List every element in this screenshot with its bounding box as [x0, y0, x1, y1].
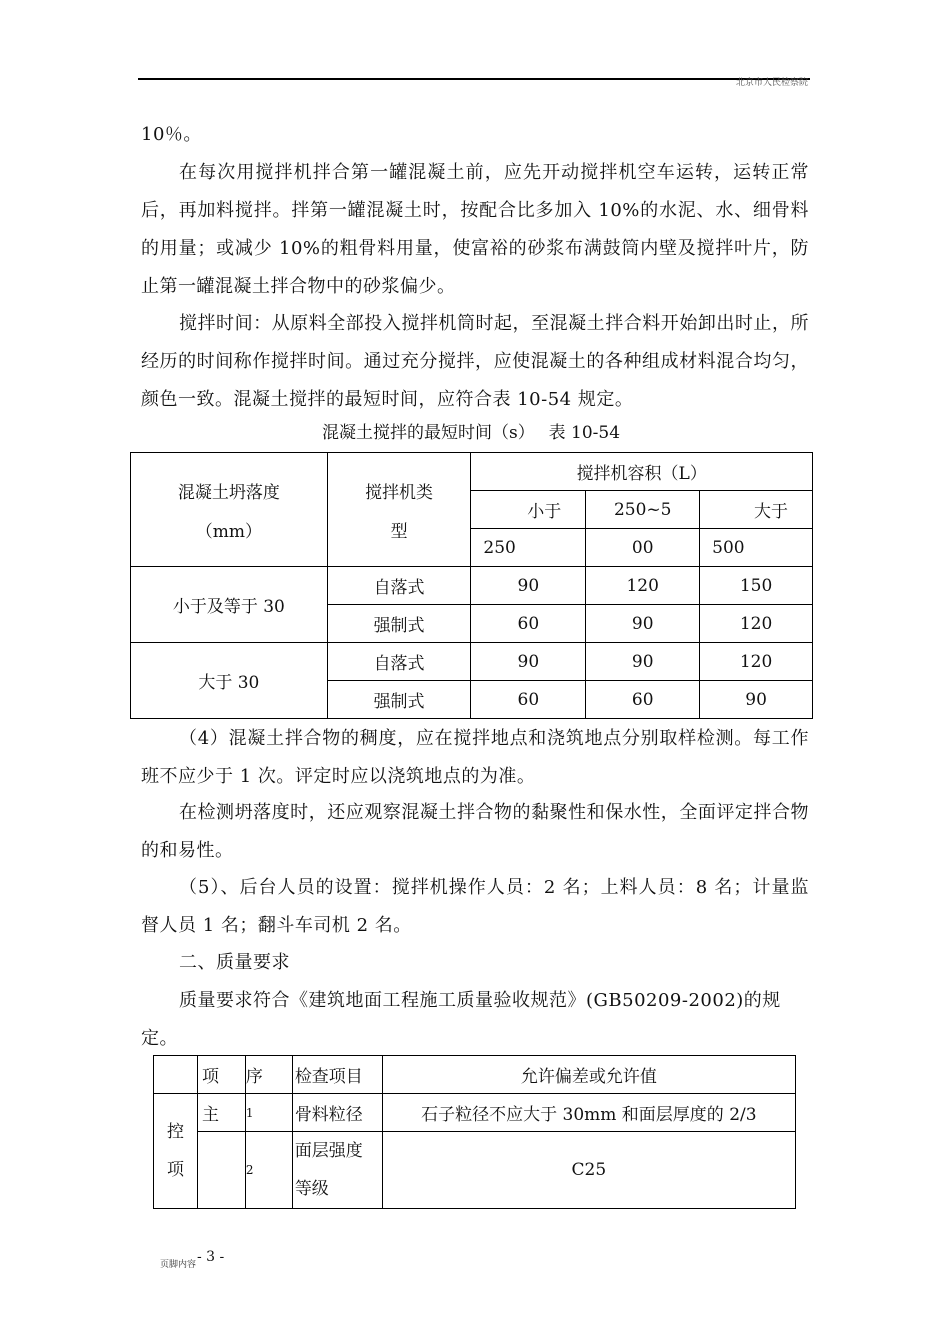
row-value: 150	[700, 567, 813, 605]
paragraph: 在每次用搅拌机拌合第一罐混凝土前，应先开动搅拌机空车运转，运转正常后，再加料搅拌。拌第一罐混凝土时，按配合比多加入 10%的水泥、水、细骨料的用量；或减少 10%的粗骨料用量，使富裕的砂浆布满鼓筒内壁及搅拌叶片，防止第一罐混凝土拌合物中的砂浆偏少。	[141, 162, 809, 297]
header-slump: 混凝土坍落度 （mm）	[131, 453, 328, 567]
row-value: 90	[471, 567, 586, 605]
cap-col-2-top: 250~5	[586, 491, 700, 529]
row-value: 90	[586, 643, 700, 681]
header-seq: 序	[245, 1056, 292, 1094]
paragraph: 10％。	[141, 124, 202, 145]
cap-col-1-bottom: 250	[471, 529, 586, 567]
row-type: 自落式	[327, 643, 471, 681]
side-label: 控 项	[154, 1094, 198, 1209]
header-capacity: 搅拌机容积（L）	[471, 453, 813, 491]
footer-label: 页脚内容	[160, 1260, 197, 1270]
cap-col-3-top: 大于	[700, 491, 813, 529]
section-heading: 二、质量要求	[179, 952, 290, 973]
quality-table	[153, 1055, 796, 1209]
row-type: 强制式	[327, 605, 471, 643]
cap-col-1-top: 小于	[471, 491, 586, 529]
seq-2: 2	[245, 1132, 292, 1209]
row-value: 90	[471, 643, 586, 681]
mixing-time-table	[130, 452, 813, 719]
page-number: - 3 -	[197, 1249, 225, 1265]
paragraph: 在检测坍落度时，还应观察混凝土拌合物的黏聚性和保水性，全面评定拌合物的和易性。	[141, 802, 809, 861]
header-item: 项	[197, 1056, 245, 1094]
empty-cell	[154, 1056, 198, 1094]
check-2: 面层强度 等级	[292, 1132, 382, 1209]
header-check: 检查项目	[292, 1056, 382, 1094]
row-value: 60	[471, 605, 586, 643]
allow-2: C25	[382, 1132, 795, 1209]
cap-col-3-bottom: 500	[700, 529, 813, 567]
row-value: 120	[700, 605, 813, 643]
slump-group-2: 大于 30	[131, 643, 328, 719]
row-type: 强制式	[327, 681, 471, 719]
main-label: 主	[197, 1094, 245, 1132]
row-value: 90	[586, 605, 700, 643]
row-value: 120	[586, 567, 700, 605]
row-value: 60	[586, 681, 700, 719]
header-mixer-type: 搅拌机类 型	[327, 453, 471, 567]
slump-group-1: 小于及等于 30	[131, 567, 328, 643]
table-caption: 混凝土搅拌的最短时间（s） 表 10-54	[321, 423, 621, 443]
paragraph: 质量要求符合《建筑地面工程施工质量验收规范》(GB50209-2002)的规定。	[141, 990, 781, 1049]
empty-cell	[197, 1132, 245, 1209]
header-allow: 允许偏差或允许值	[382, 1056, 795, 1094]
row-value: 90	[700, 681, 813, 719]
row-value: 60	[471, 681, 586, 719]
row-type: 自落式	[327, 567, 471, 605]
check-1: 骨料粒径	[292, 1094, 382, 1132]
header-rule	[138, 78, 810, 80]
row-value: 120	[700, 643, 813, 681]
cap-col-2-bottom: 00	[586, 529, 700, 567]
paragraph: 搅拌时间：从原料全部投入搅拌机筒时起，至混凝土拌合料开始卸出时止，所经历的时间称作搅拌时间。通过充分搅拌，应使混凝土的各种组成材料混合均匀，颜色一致。混凝土搅拌的最短时间，应符合表 10-54 规定。	[141, 313, 809, 410]
seq-1: 1	[245, 1094, 292, 1132]
paragraph: （5）、后台人员的设置：搅拌机操作人员：2 名；上料人员：8 名；计量监督人员 1 名；翻斗车司机 2 名。	[141, 877, 809, 936]
paragraph: （4）混凝土拌合物的稠度，应在搅拌地点和浇筑地点分别取样检测。每工作班不应少于 1 次。评定时应以浇筑地点的为准。	[141, 728, 809, 787]
header-org: 北京市人民检察院	[735, 78, 808, 88]
allow-1: 石子粒径不应大于 30mm 和面层厚度的 2/3	[382, 1094, 795, 1132]
